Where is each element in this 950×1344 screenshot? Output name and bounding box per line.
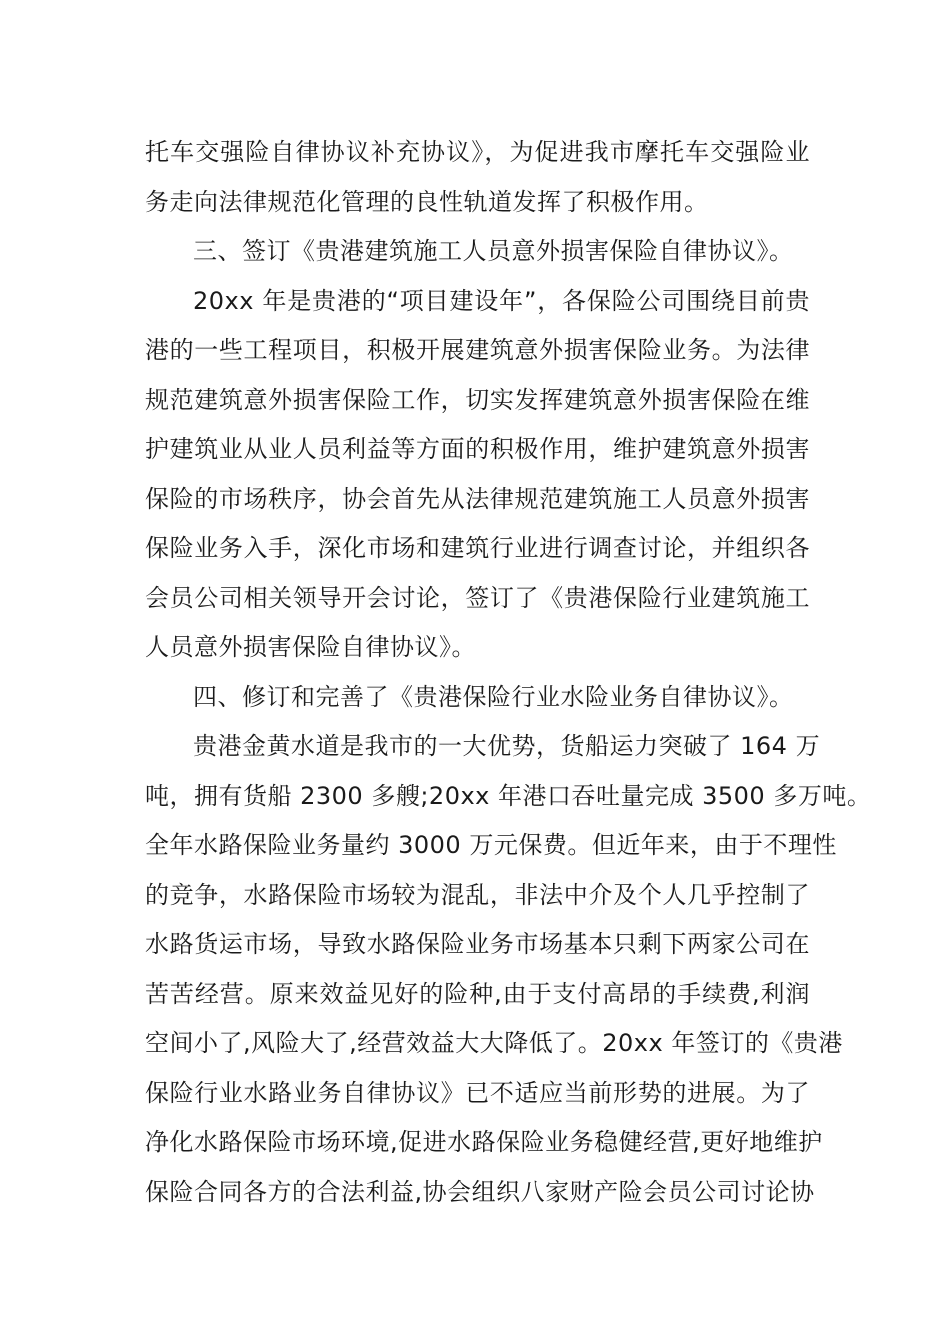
text-line: 水路货运市场，导致水路保险业务市场基本只剩下两家公司在 xyxy=(145,930,810,958)
text-line: 港的一些工程项目，积极开展建筑意外损害保险业务。为法律 xyxy=(145,336,810,364)
paragraph-continuation xyxy=(145,128,810,227)
text-line: 净化水路保险市场环境,促进水路保险业务稳健经营,更好地维护 xyxy=(145,1128,823,1156)
text-line: 全年水路保险业务量约 3000 万元保费。但近年来，由于不理性 xyxy=(145,831,837,859)
text-line: 规范建筑意外损害保险工作，切实发挥建筑意外损害保险在维 xyxy=(145,385,810,414)
text-line: 人员意外损害保险自律协议》。 xyxy=(145,633,476,661)
text-line: 护建筑业从业人员利益等方面的积极作用，维护建筑意外损害 xyxy=(145,435,810,463)
text-line: 四、修订和完善了《贵港保险行业水险业务自律协议》。 xyxy=(193,682,794,711)
text-line: 20xx 年是贵港的“项目建设年”，各保险公司围绕目前贵 xyxy=(193,286,810,315)
text-line: 吨，拥有货船 2300 多艘;20xx 年港口吞吐量完成 3500 多万吨。 xyxy=(145,781,872,810)
text-line: 苦苦经营。原来效益见好的险种,由于支付高昂的手续费,利润 xyxy=(145,979,810,1008)
text-line: 保险行业水路业务自律协议》已不适应当前形势的进展。为了 xyxy=(145,1078,810,1107)
text-line: 保险业务入手，深化市场和建筑行业进行调查讨论，并组织各 xyxy=(145,534,810,562)
text-line: 托车交强险自律协议补充协议》，为促进我市摩托车交强险业 xyxy=(145,138,810,166)
section-heading-four xyxy=(145,673,810,723)
text-line: 保险合同各方的合法利益,协会组织八家财产险会员公司讨论协 xyxy=(145,1177,815,1206)
document-body xyxy=(145,128,872,1217)
section-heading-three xyxy=(145,227,810,277)
text-line: 的竞争，水路保险市场较为混乱，非法中介及个人几乎控制了 xyxy=(145,880,810,909)
text-line: 空间小了,风险大了,经营效益大大降低了。20xx 年签订的《贵港 xyxy=(145,1029,843,1057)
text-line: 保险的市场秩序，协会首先从法律规范建筑施工人员意外损害 xyxy=(145,484,810,513)
text-line: 务走向法律规范化管理的良性轨道发挥了积极作用。 xyxy=(145,187,709,216)
paragraph-waterway-insurance xyxy=(145,722,872,1217)
text-line: 三、签订《贵港建筑施工人员意外损害保险自律协议》。 xyxy=(193,237,794,265)
text-line: 贵港金黄水道是我市的一大优势，货船运力突破了 164 万 xyxy=(193,732,821,760)
text-line: 会员公司相关领导开会讨论，签订了《贵港保险行业建筑施工 xyxy=(145,583,810,612)
paragraph-construction-insurance xyxy=(145,277,810,673)
